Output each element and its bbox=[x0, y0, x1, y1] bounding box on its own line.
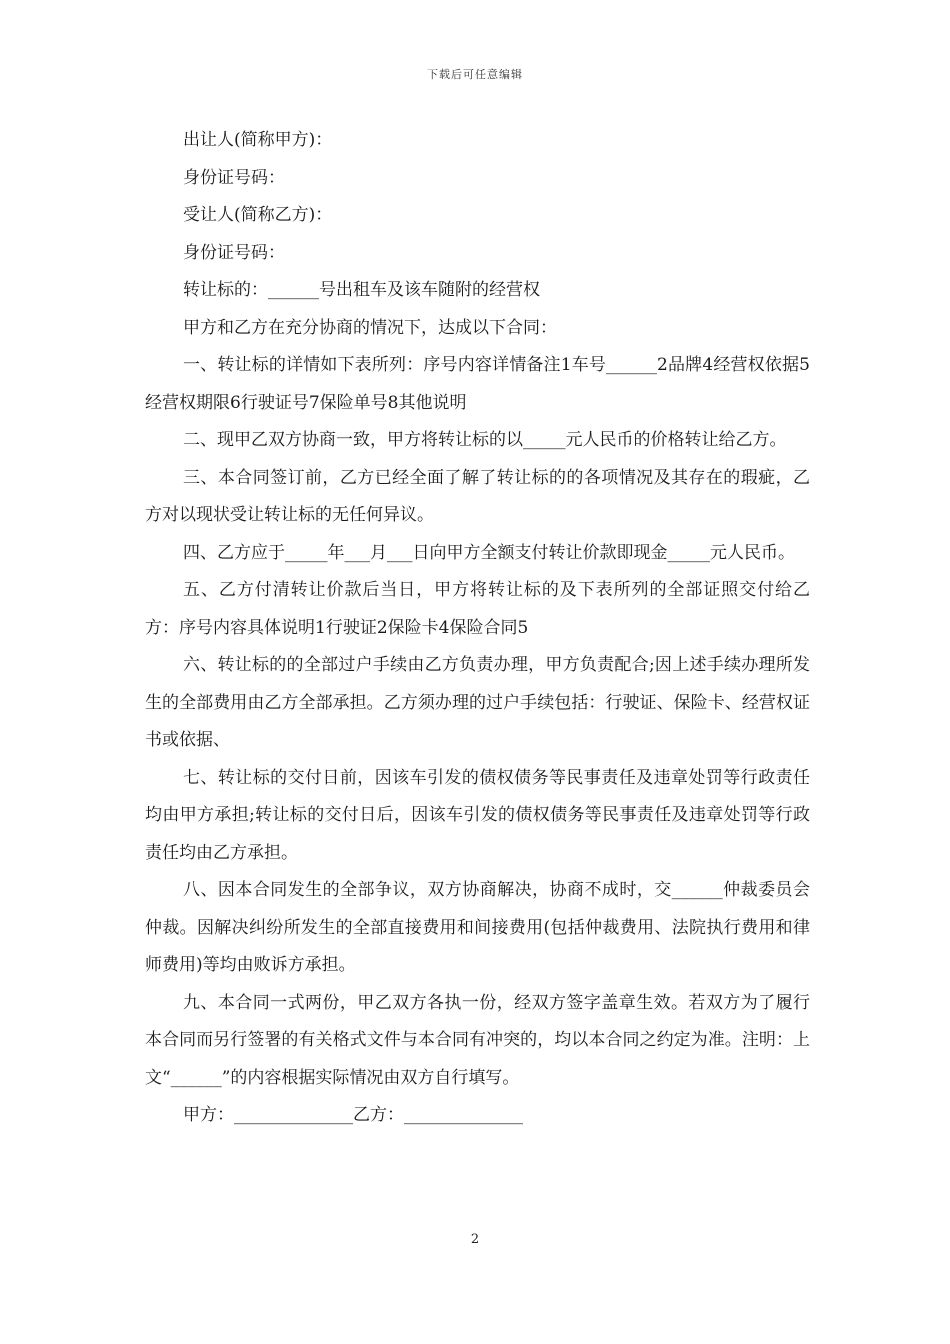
clause-6: 六、转让标的的全部过户手续由乙方负责办理，甲方负责配合;因上述手续办理所发生的全部费用由乙方全部承担。乙方须办理的过户手续包括：行驶证、保险卡、经营权证书或依据、 bbox=[145, 655, 810, 750]
clause-1: 一、转让标的详情如下表所列：序号内容详情备注1车号______2品牌4经营权依据5经营权期限6行驶证号7保险单号8其他说明 bbox=[145, 355, 810, 413]
page-header-note: 下载后可任意编辑 bbox=[427, 68, 523, 81]
clause-7: 七、转让标的交付日前，因该车引发的债权债务等民事责任及违章处罚等行政责任均由甲方承担;转让标的交付日后，因该车引发的债权债务等民事责任及违章处罚等行政责任均由乙方承担。 bbox=[145, 767, 810, 863]
clause-9: 九、本合同一式两份，甲乙双方各执一份，经双方签字盖章生效。若双方为了履行本合同而另行签署的有关格式文件与本合同有冲突的，均以本合同之约定为准。注明：上文“______”的内容根据实际情况由双方自行填写。 bbox=[145, 992, 810, 1088]
transfer-subject-line: 转让标的：______号出租车及该车随附的经营权 bbox=[183, 280, 540, 300]
clause-2: 二、现甲乙双方协商一致，甲方将转让标的以_____元人民币的价格转让给乙方。 bbox=[183, 430, 787, 450]
seller-line: 出让人(简称甲方)： bbox=[183, 130, 333, 150]
signature-line: 甲方：______________乙方：______________ bbox=[183, 1105, 523, 1125]
clause-5: 五、乙方付清转让价款后当日，甲方将转让标的及下表所列的全部证照交付给乙方：序号内容具体说明1行驶证2保险卡4保险合同5 bbox=[145, 580, 810, 638]
seller-id-line: 身份证号码： bbox=[183, 167, 285, 188]
buyer-line: 受让人(简称乙方)： bbox=[183, 205, 333, 225]
buyer-id-line: 身份证号码： bbox=[183, 242, 285, 263]
clause-8: 八、因本合同发生的全部争议，双方协商解决，协商不成时，交______仲裁委员会仲裁。因解决纠纷所发生的全部直接费用和间接费用(包括仲裁费用、法院执行费用和律师费用)等均由败诉方承担。 bbox=[145, 880, 810, 975]
clause-4: 四、乙方应于_____年___月___日向甲方全额支付转让价款即现金_____元人民币。 bbox=[183, 542, 795, 563]
agreement-intro: 甲方和乙方在充分协商的情况下，达成以下合同： bbox=[183, 317, 557, 338]
clause-3: 三、本合同签订前，乙方已经全面了解了转让标的的各项情况及其存在的瑕疵，乙方对以现状受让转让标的无任何异议。 bbox=[145, 467, 810, 525]
page-number: 2 bbox=[470, 1232, 480, 1247]
contract-body bbox=[145, 122, 810, 1135]
